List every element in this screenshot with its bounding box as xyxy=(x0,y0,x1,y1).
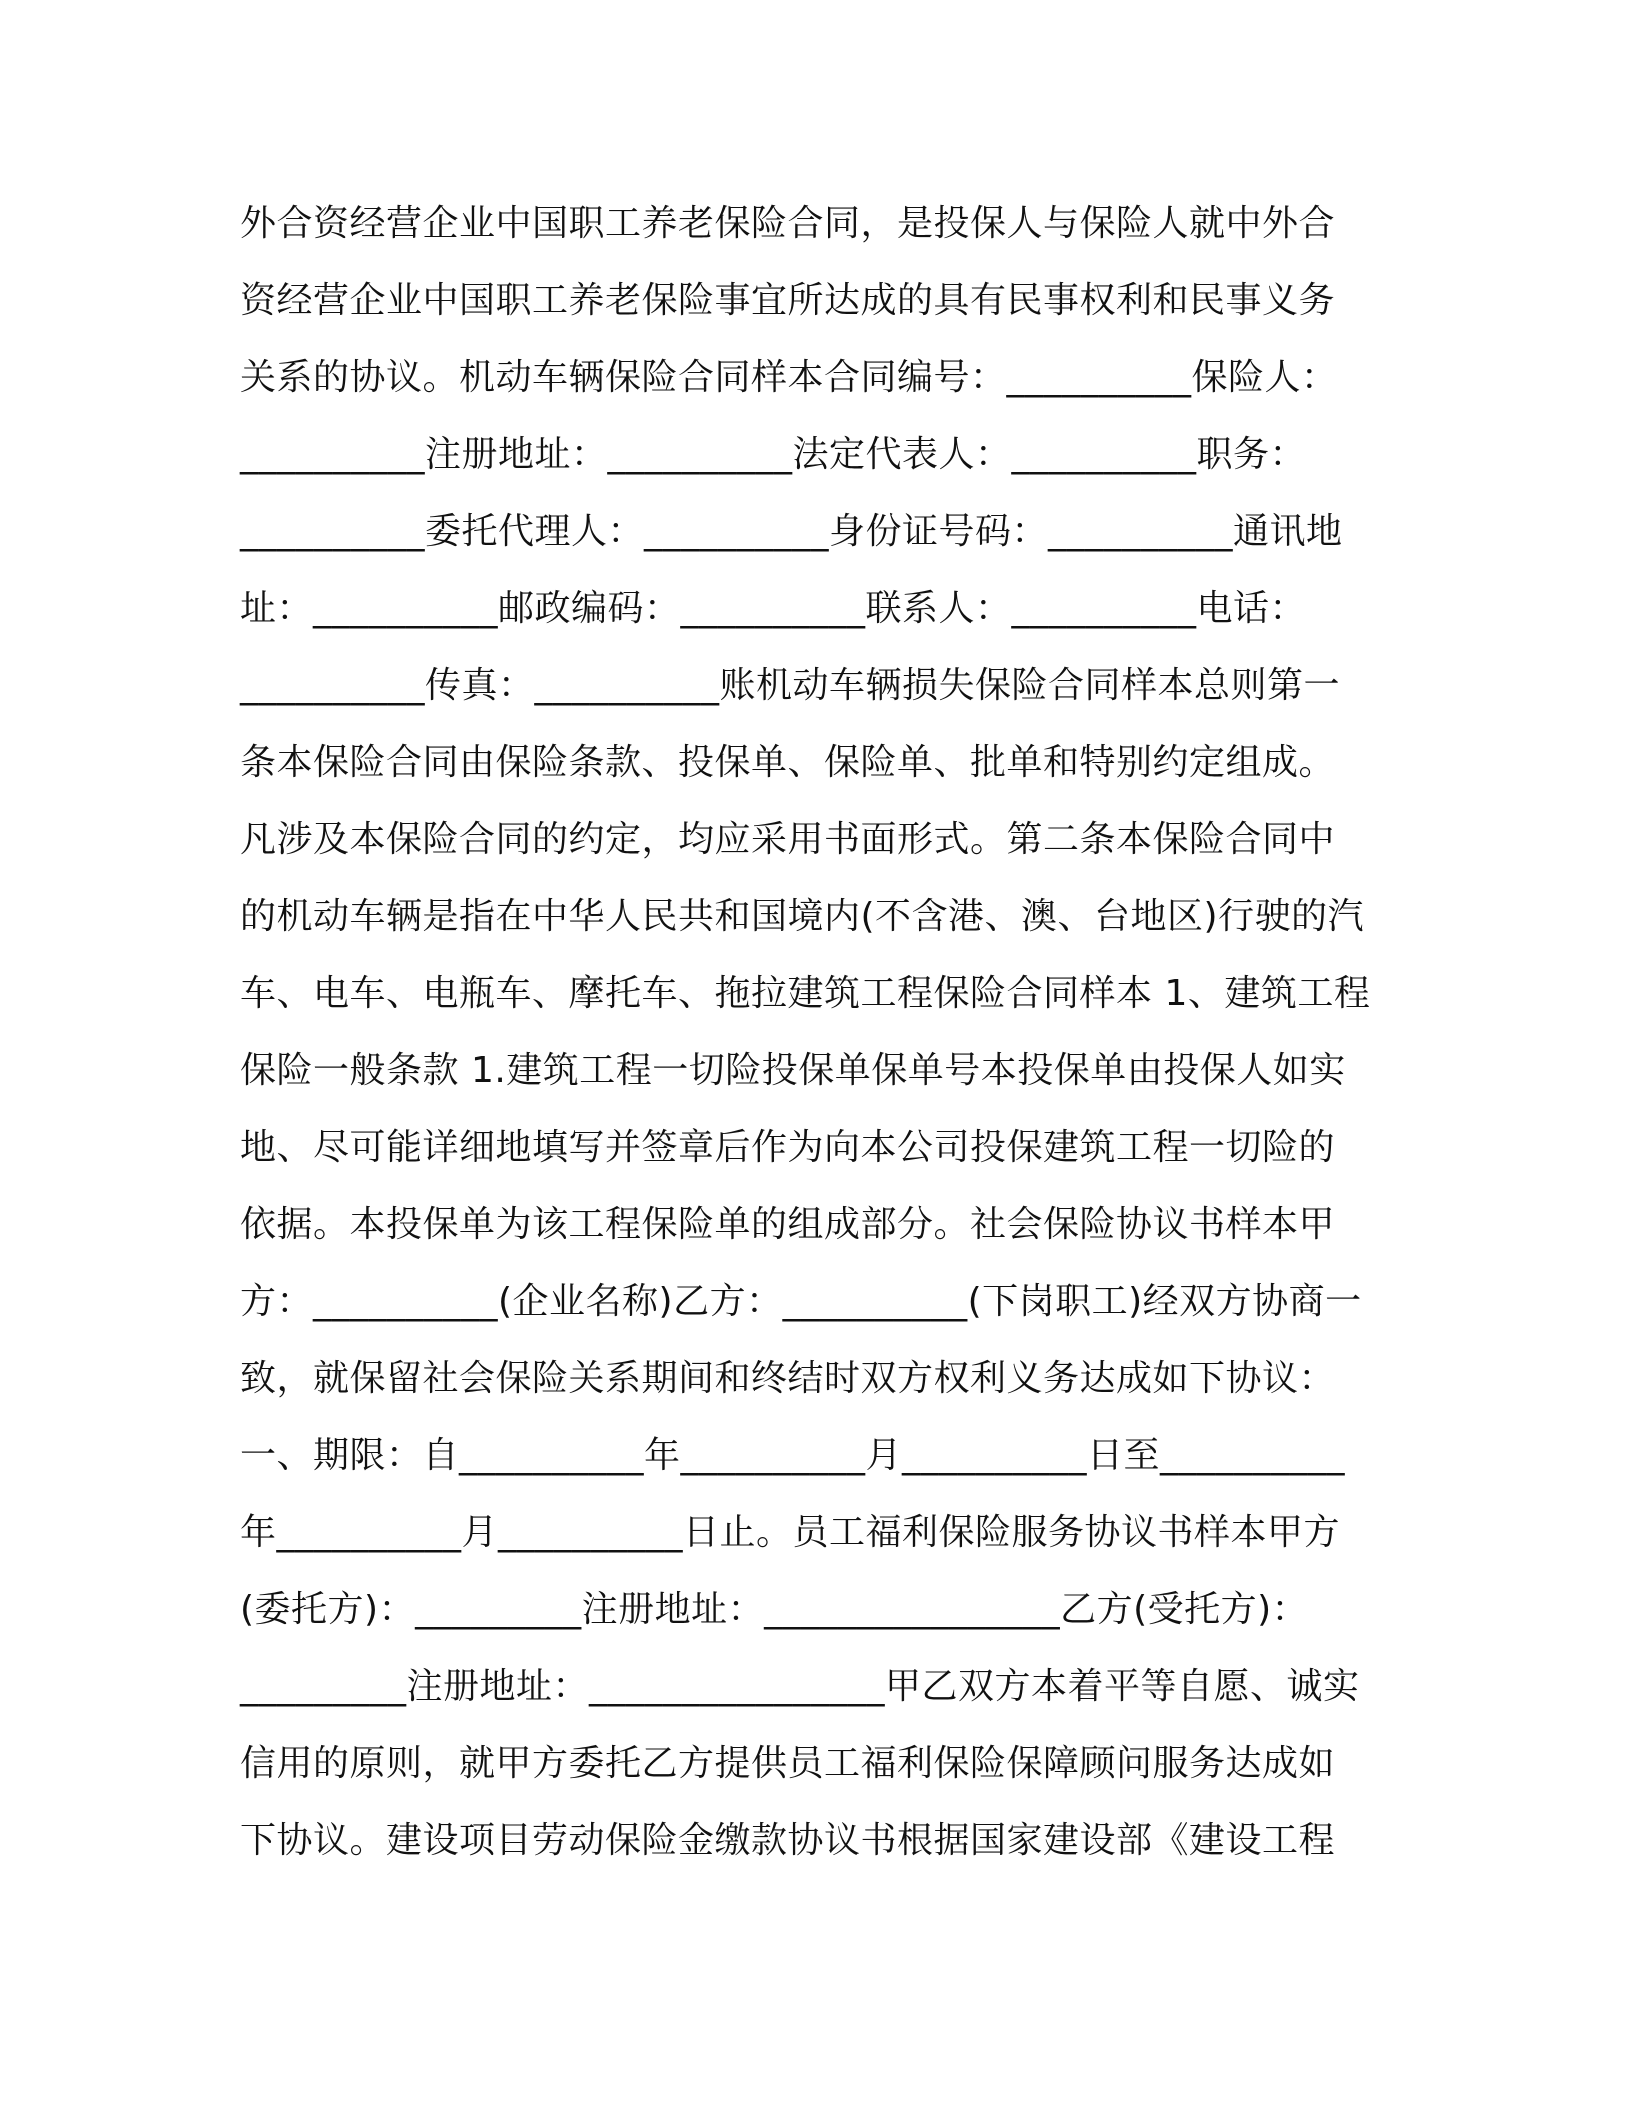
text-line: 址：__________邮政编码：__________联系人：__________电话： xyxy=(240,588,1307,629)
text-line: 地、尽可能详细地填写并签章后作为向本公司投保建筑工程一切险的 xyxy=(240,1127,1336,1168)
text-line: 信用的原则，就甲方委托乙方提供员工福利保险保障顾问服务达成如 xyxy=(240,1743,1336,1784)
text-line: __________委托代理人：__________身份证号码：__________通讯地 xyxy=(240,511,1343,552)
body-text xyxy=(240,185,1420,1879)
text-line: 外合资经营企业中国职工养老保险合同，是投保人与保险人就中外合 xyxy=(240,203,1336,244)
text-line: __________注册地址：__________法定代表人：__________职务： xyxy=(240,434,1307,475)
text-line: 依据。本投保单为该工程保险单的组成部分。社会保险协议书样本甲 xyxy=(240,1204,1336,1245)
text-line: 年__________月__________日止。员工福利保险服务协议书样本甲方 xyxy=(240,1512,1341,1553)
text-line: __________传真：__________账机动车辆损失保险合同样本总则第一 xyxy=(240,665,1341,706)
text-line: 凡涉及本保险合同的约定，均应采用书面形式。第二条本保险合同中 xyxy=(240,819,1336,860)
text-line: 资经营企业中国职工养老保险事宜所达成的具有民事权利和民事义务 xyxy=(240,280,1336,321)
text-line: 的机动车辆是指在中华人民共和国境内(不含港、澳、台地区)行驶的汽 xyxy=(240,896,1365,937)
text-line: (委托方)：_________注册地址：________________乙方(受托方)： xyxy=(240,1589,1309,1630)
text-line: 致，就保留社会保险关系期间和终结时双方权利义务达成如下协议： xyxy=(240,1358,1336,1399)
text-line: 保险一般条款 1.建筑工程一切险投保单保单号本投保单由投保人如实 xyxy=(240,1050,1346,1091)
text-line: 关系的协议。机动车辆保险合同样本合同编号：__________保险人： xyxy=(240,357,1338,398)
text-line: 车、电车、电瓶车、摩托车、拖拉建筑工程保险合同样本 1、建筑工程 xyxy=(240,973,1371,1014)
text-line: _________注册地址：________________甲乙双方本着平等自愿、诚实 xyxy=(240,1666,1360,1707)
text-line: 条本保险合同由保险条款、投保单、保险单、批单和特别约定组成。 xyxy=(240,742,1336,783)
text-line: 下协议。建设项目劳动保险金缴款协议书根据国家建设部《建设工程 xyxy=(240,1820,1336,1861)
text-line: 一、期限：自__________年__________月__________日至__________ xyxy=(240,1435,1346,1476)
text-line: 方：__________(企业名称)乙方：__________(下岗职工)经双方协商一 xyxy=(240,1281,1362,1322)
